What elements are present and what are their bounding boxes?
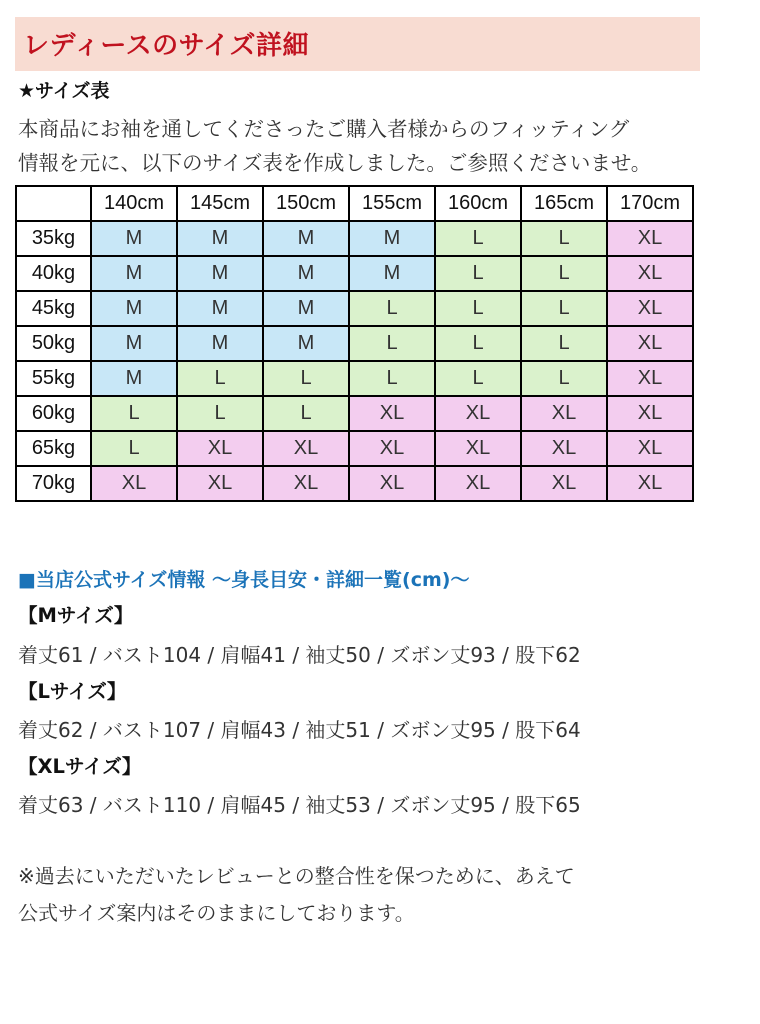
header-row (16, 186, 693, 221)
size-label-m: 【Mサイズ】 (18, 604, 134, 627)
size-cell: L (521, 221, 607, 256)
weight-header: 70kg (16, 466, 91, 501)
size-cell: L (91, 396, 177, 431)
size-cell: M (349, 221, 435, 256)
height-header: 150cm (263, 186, 349, 221)
size-cell: L (521, 291, 607, 326)
size-table (15, 185, 694, 502)
size-cell: M (263, 221, 349, 256)
size-cell: XL (177, 466, 263, 501)
size-cell: XL (177, 431, 263, 466)
size-cell: XL (521, 431, 607, 466)
size-chart-heading: ★サイズ表 (18, 80, 110, 102)
height-header: 165cm (521, 186, 607, 221)
weight-header: 55kg (16, 361, 91, 396)
intro-line: 本商品にお袖を通してくださったご購入者様からのフィッティング (18, 117, 630, 141)
table-row (16, 221, 693, 256)
size-cell: XL (521, 396, 607, 431)
size-cell: L (435, 361, 521, 396)
size-cell: L (435, 221, 521, 256)
size-cell: L (177, 396, 263, 431)
title-banner (15, 17, 700, 71)
size-cell: XL (435, 396, 521, 431)
size-cell: XL (435, 431, 521, 466)
note-line: ※過去にいただいたレビューとの整合性を保つために、あえて (18, 864, 575, 888)
height-header: 160cm (435, 186, 521, 221)
table-row (16, 396, 693, 431)
size-table-body (16, 221, 693, 501)
note-text (18, 858, 738, 932)
weight-header: 35kg (16, 221, 91, 256)
size-cell: L (521, 326, 607, 361)
size-cell: XL (435, 466, 521, 501)
size-cell: L (521, 361, 607, 396)
size-cell: L (263, 361, 349, 396)
size-cell: XL (349, 431, 435, 466)
size-cell: M (91, 361, 177, 396)
height-header: 155cm (349, 186, 435, 221)
weight-header: 50kg (16, 326, 91, 361)
size-cell: M (177, 291, 263, 326)
table-row (16, 291, 693, 326)
table-row (16, 431, 693, 466)
size-cell: M (91, 291, 177, 326)
size-cell: L (435, 256, 521, 291)
page-title: レディースのサイズ詳細 (23, 31, 310, 61)
size-cell: XL (521, 466, 607, 501)
size-cell: M (349, 256, 435, 291)
size-cell: L (349, 361, 435, 396)
size-cell: L (349, 291, 435, 326)
size-cell: XL (91, 466, 177, 501)
size-cell: L (435, 291, 521, 326)
note-line: 公式サイズ案内はそのままにしております。 (18, 901, 415, 925)
size-label-xl: 【XLサイズ】 (18, 755, 142, 778)
size-cell: M (177, 256, 263, 291)
size-cell: XL (607, 361, 693, 396)
size-cell: L (91, 431, 177, 466)
table-row (16, 256, 693, 291)
table-row (16, 361, 693, 396)
height-header: 145cm (177, 186, 263, 221)
size-cell: XL (607, 431, 693, 466)
table-row (16, 466, 693, 501)
size-cell: M (177, 221, 263, 256)
size-cell: L (435, 326, 521, 361)
official-info-title: ■当店公式サイズ情報 ～身長目安・詳細一覧(cm)～ (18, 569, 470, 591)
size-cell: L (263, 396, 349, 431)
intro-text (18, 112, 738, 180)
size-cell: M (263, 291, 349, 326)
corner-cell (16, 186, 91, 221)
size-cell: XL (607, 466, 693, 501)
size-cell: M (91, 326, 177, 361)
size-cell: XL (607, 396, 693, 431)
size-cell: L (521, 256, 607, 291)
size-cell: XL (607, 221, 693, 256)
size-detail-l: 着丈62 / バスト107 / 肩幅43 / 袖丈51 / ズボン丈95 / 股下64 (18, 718, 581, 742)
size-cell: XL (263, 466, 349, 501)
height-header: 140cm (91, 186, 177, 221)
weight-header: 60kg (16, 396, 91, 431)
table-row (16, 326, 693, 361)
intro-line: 情報を元に、以下のサイズ表を作成しました。ご参照くださいませ。 (18, 151, 652, 175)
size-cell: XL (607, 256, 693, 291)
size-detail-xl: 着丈63 / バスト110 / 肩幅45 / 袖丈53 / ズボン丈95 / 股下65 (18, 793, 581, 817)
weight-header: 40kg (16, 256, 91, 291)
height-header: 170cm (607, 186, 693, 221)
weight-header: 45kg (16, 291, 91, 326)
size-cell: L (177, 361, 263, 396)
size-cell: L (349, 326, 435, 361)
size-cell: XL (349, 466, 435, 501)
size-detail-m: 着丈61 / バスト104 / 肩幅41 / 袖丈50 / ズボン丈93 / 股下62 (18, 643, 581, 667)
size-label-l: 【Lサイズ】 (18, 680, 127, 703)
size-cell: XL (607, 326, 693, 361)
weight-header: 65kg (16, 431, 91, 466)
size-cell: M (91, 256, 177, 291)
size-cell: XL (349, 396, 435, 431)
size-cell: M (263, 256, 349, 291)
size-cell: XL (263, 431, 349, 466)
size-cell: M (177, 326, 263, 361)
size-cell: M (91, 221, 177, 256)
size-cell: M (263, 326, 349, 361)
size-cell: XL (607, 291, 693, 326)
